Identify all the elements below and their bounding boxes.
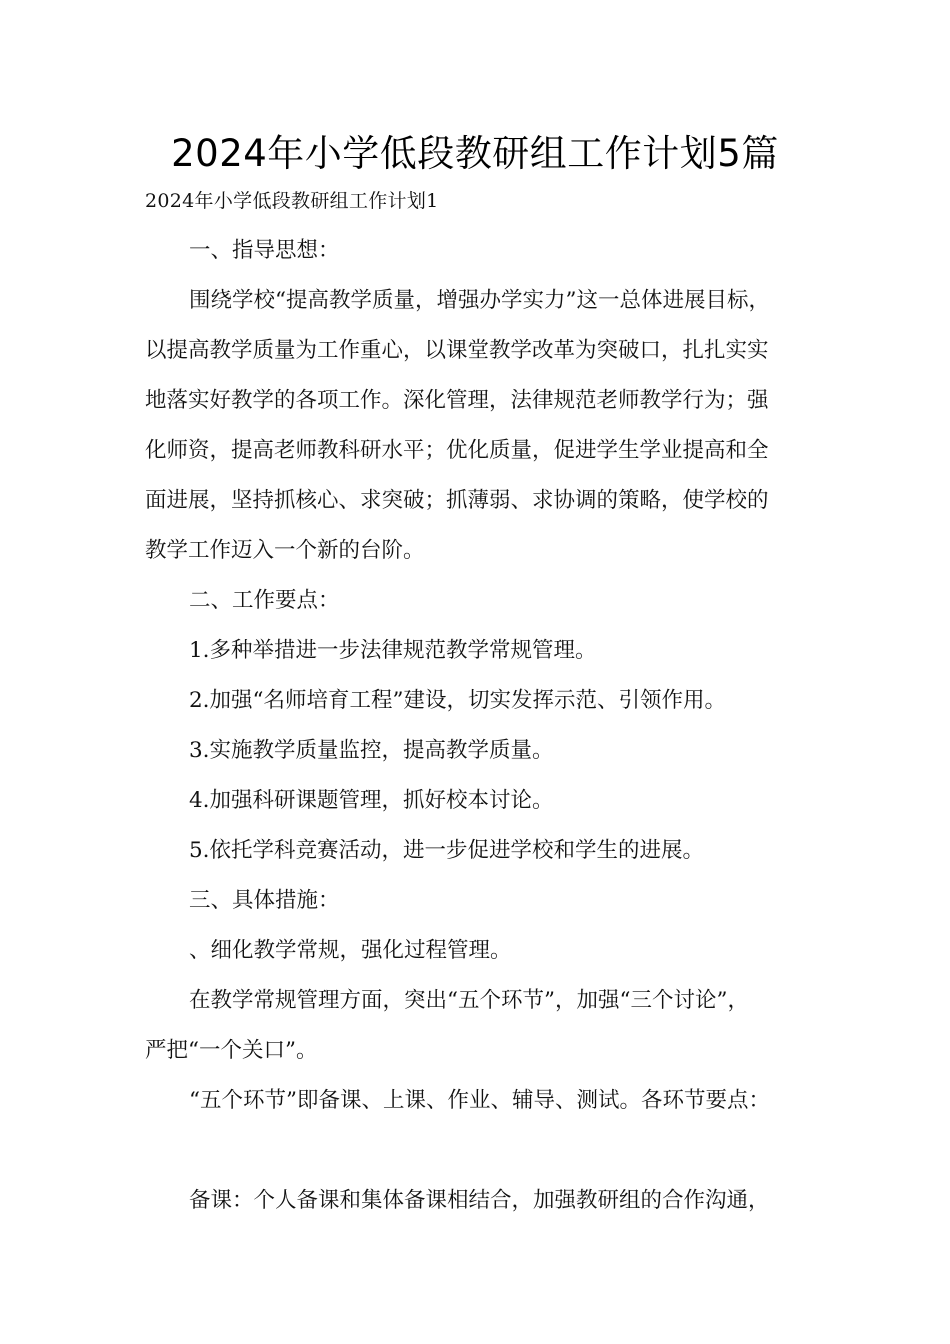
paragraph-line: 严把“一个关口”。 [145,1038,318,1063]
section-heading-work-points: 二、工作要点： [189,588,340,613]
paragraph-line: 面进展，坚持抓核心、求突破；抓薄弱、求协调的策略，使学校的 [145,488,769,513]
paragraph-line: 备课：个人备课和集体备课相结合，加强教研组的合作沟通， [189,1188,770,1213]
list-item: 3.实施教学质量监控，提高教学质量。 [189,738,554,763]
paragraph-line: 以提高教学质量为工作重心，以课堂教学改革为突破口，扎扎实实 [145,338,769,363]
section-heading-guiding-thought: 一、指导思想： [189,238,340,263]
document-title: 2024年小学低段教研组工作计划5篇 [171,132,779,175]
paragraph-line: 地落实好教学的各项工作。深化管理，法律规范老师教学行为；强 [145,388,769,413]
list-item: 4.加强科研课题管理，抓好校本讨论。 [189,788,554,813]
subsection-heading: 、细化教学常规，强化过程管理。 [189,938,512,963]
list-item: 5.依托学科竞赛活动，进一步促进学校和学生的进展。 [189,838,705,863]
paragraph-line: 在教学常规管理方面，突出“五个环节”，加强“三个讨论”， [189,988,749,1013]
document-subtitle: 2024年小学低段教研组工作计划1 [145,190,439,212]
paragraph-line: “五个环节”即备课、上课、作业、辅导、测试。各环节要点： [189,1088,770,1113]
paragraph-line: 围绕学校“提高教学质量，增强办学实力”这一总体进展目标， [189,288,770,313]
paragraph-line: 化师资，提高老师教科研水平；优化质量，促进学生学业提高和全 [145,438,769,463]
list-item: 1.多种举措进一步法律规范教学常规管理。 [189,638,597,663]
section-heading-measures: 三、具体措施： [189,888,340,913]
list-item: 2.加强“名师培育工程”建设，切实发挥示范、引领作用。 [189,688,726,713]
paragraph-line: 教学工作迈入一个新的台阶。 [145,538,425,563]
